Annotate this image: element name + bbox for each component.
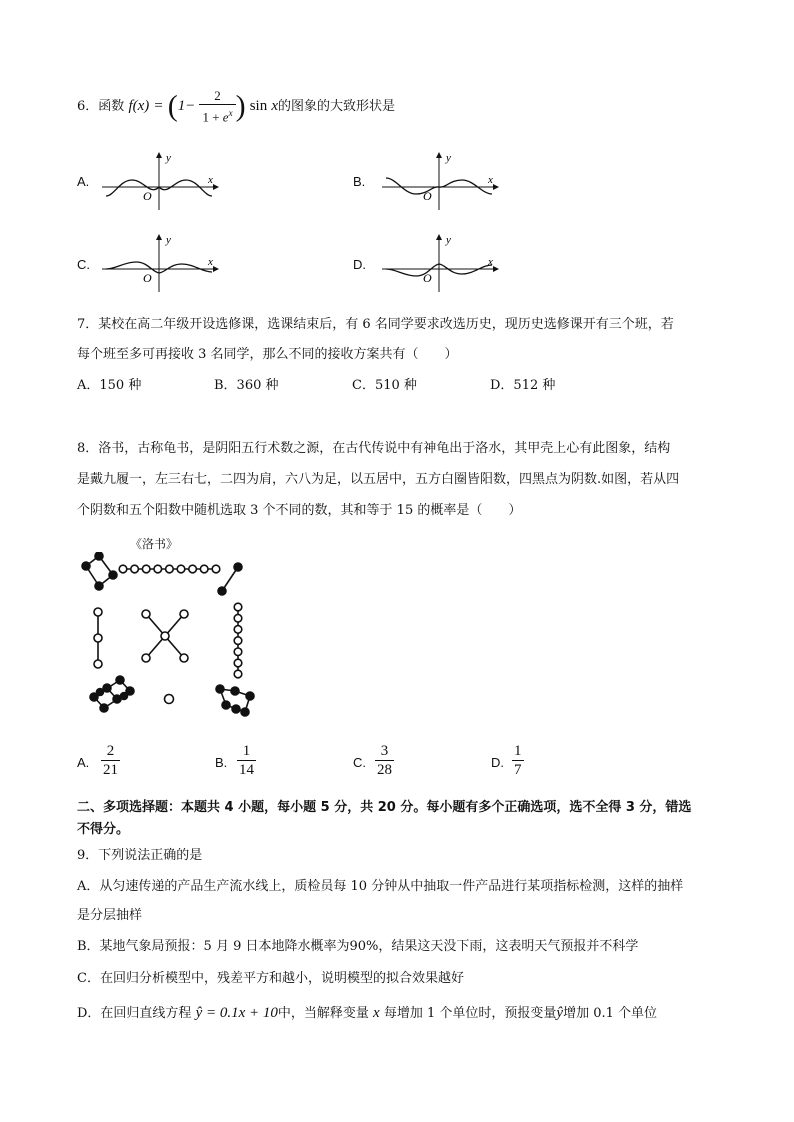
luoshu-one — [165, 695, 174, 704]
axis-y-label: y — [446, 152, 451, 164]
luoshu-figure — [80, 552, 260, 722]
q6-graph-a — [100, 150, 225, 212]
q8-option-a-fraction: 2 21 — [103, 743, 118, 778]
q6-frac-num: 2 — [199, 88, 235, 105]
q9-option-a-line-1: A．从匀速传递的产品生产流水线上，质检员每 10 分钟从中抽取一件产品进行某项指标检测，这样的抽样 — [77, 879, 684, 894]
axis-y-label: y — [166, 234, 171, 246]
q6-one: 1 — [177, 98, 186, 115]
q6-x2: x — [271, 98, 279, 115]
q6-sin: sin — [249, 98, 268, 115]
luoshu-nine — [119, 565, 220, 573]
q9-option-c: C．在回归分析模型中，残差平方和越小，说明模型的拟合效果越好 — [77, 971, 464, 986]
q9-d-x: x — [373, 1005, 380, 1021]
origin-label: O — [143, 189, 152, 203]
axis-x-label: x — [208, 256, 213, 268]
luoshu-three — [94, 608, 102, 668]
q8-line-2: 是戴九履一，左三右七，二四为肩，六八为足，以五居中，五方白圈皆阳数，四黑点为阴数.如图，若从四 — [77, 472, 680, 487]
q8-option-d-label: D. — [491, 755, 504, 770]
luoshu-seven — [234, 603, 242, 678]
q7-option-d: D．512 种 — [490, 378, 556, 393]
q6-prefix: 函数 — [98, 99, 125, 115]
q6-f: f — [128, 98, 133, 115]
q6-number: 6． — [77, 99, 99, 115]
q9-d-mid2: 每增加 1 个单位时，预报变量 — [383, 1006, 557, 1021]
q6-option-a-label: A. — [77, 174, 90, 189]
q8-option-a-label: A. — [77, 755, 90, 770]
q9-option-d — [77, 1002, 657, 1022]
q6-fraction — [199, 88, 235, 125]
luoshu-four — [82, 552, 117, 590]
luoshu-eight — [90, 676, 134, 712]
axis-y-label: y — [446, 234, 451, 246]
q6-frac-e: e — [222, 109, 229, 125]
q7-line-1: 7．某校在高二年级开设选修课，选课结束后，有 6 名同学要求改选历史，现历史选修课开有三个班，若 — [77, 317, 674, 332]
q6-graph-c — [100, 232, 225, 294]
q6-option-c-label: C. — [77, 257, 90, 272]
q9-stem: 9．下列说法正确的是 — [77, 848, 203, 863]
axis-y-label: y — [166, 152, 171, 164]
q6-option-d-label: D. — [353, 257, 366, 272]
q6-stem: 6．函数 f(x) = (1− $\frac{2}{1 + e^x}$ ) sin x的图象的大致形状是 — [77, 88, 396, 125]
q7-option-c: C．510 种 — [352, 378, 417, 393]
q8-option-b-label: B. — [215, 755, 228, 770]
q6-graph-d — [380, 232, 505, 294]
q8-option-d-fraction: 1 7 — [514, 743, 522, 778]
q9-d-yhat: ŷ — [556, 1005, 564, 1021]
q8-line-1: 8．洛书，古称龟书，是阴阳五行术数之源，在古代传说中有神龟出于洛水，其甲壳上心有此图象，结构 — [77, 441, 671, 456]
section2-line-1: 二、多项选择题：本题共 4 小题，每小题 5 分，共 20 分。每小题有多个正确选项，选不全得 3 分，错选 — [77, 800, 692, 815]
q9-d-equation: ŷ = 0.1x + 10 — [195, 1005, 278, 1021]
q8-line-3: 个阴数和五个阳数中随机选取 3 个不同的数，其和等于 15 的概率是（ ） — [77, 503, 522, 518]
axis-x-label: x — [488, 256, 493, 268]
q9-d-suffix: 增加 0.1 个单位 — [563, 1006, 658, 1021]
axis-x-label: x — [208, 174, 213, 186]
q9-option-a-line-2: 是分层抽样 — [77, 908, 143, 923]
q6-graph-b — [380, 150, 505, 212]
luoshu-five — [142, 610, 188, 662]
q7-option-b: B．360 种 — [214, 378, 279, 393]
q9-d-prefix: D．在回归直线方程 — [77, 1006, 192, 1021]
origin-label: O — [423, 189, 432, 203]
q8-option-b-fraction: 1 14 — [239, 743, 254, 778]
axis-x-label: x — [488, 174, 493, 186]
q9-option-b: B．某地气象局预报：5 月 9 日本地降水概率为90%，结果这天没下雨，这表明天气预报并不科学 — [77, 939, 639, 954]
q6-eq: = — [153, 98, 164, 115]
q6-frac-den: 1 + — [202, 109, 220, 125]
q7-option-a: A．150 种 — [77, 378, 142, 393]
q6-option-b-label: B. — [353, 174, 366, 189]
origin-label: O — [423, 271, 432, 285]
luoshu-title: 《洛书》 — [130, 537, 179, 551]
q8-option-c-label: C. — [353, 755, 366, 770]
q6-x: x — [137, 98, 145, 115]
q8-option-c-fraction: 3 28 — [377, 743, 392, 778]
luoshu-six — [216, 685, 254, 716]
q6-suffix: 的图象的大致形状是 — [278, 99, 396, 115]
origin-label: O — [143, 271, 152, 285]
q6-frac-exp: x — [228, 108, 233, 118]
luoshu-two — [218, 563, 242, 595]
section2-line-2: 不得分。 — [77, 822, 130, 837]
q9-d-mid: 中，当解释变量 — [277, 1006, 369, 1021]
q6-minus: − — [185, 98, 196, 115]
q7-line-2: 每个班至多可再接收 3 名同学，那么不同的接收方案共有（ ） — [77, 347, 458, 362]
